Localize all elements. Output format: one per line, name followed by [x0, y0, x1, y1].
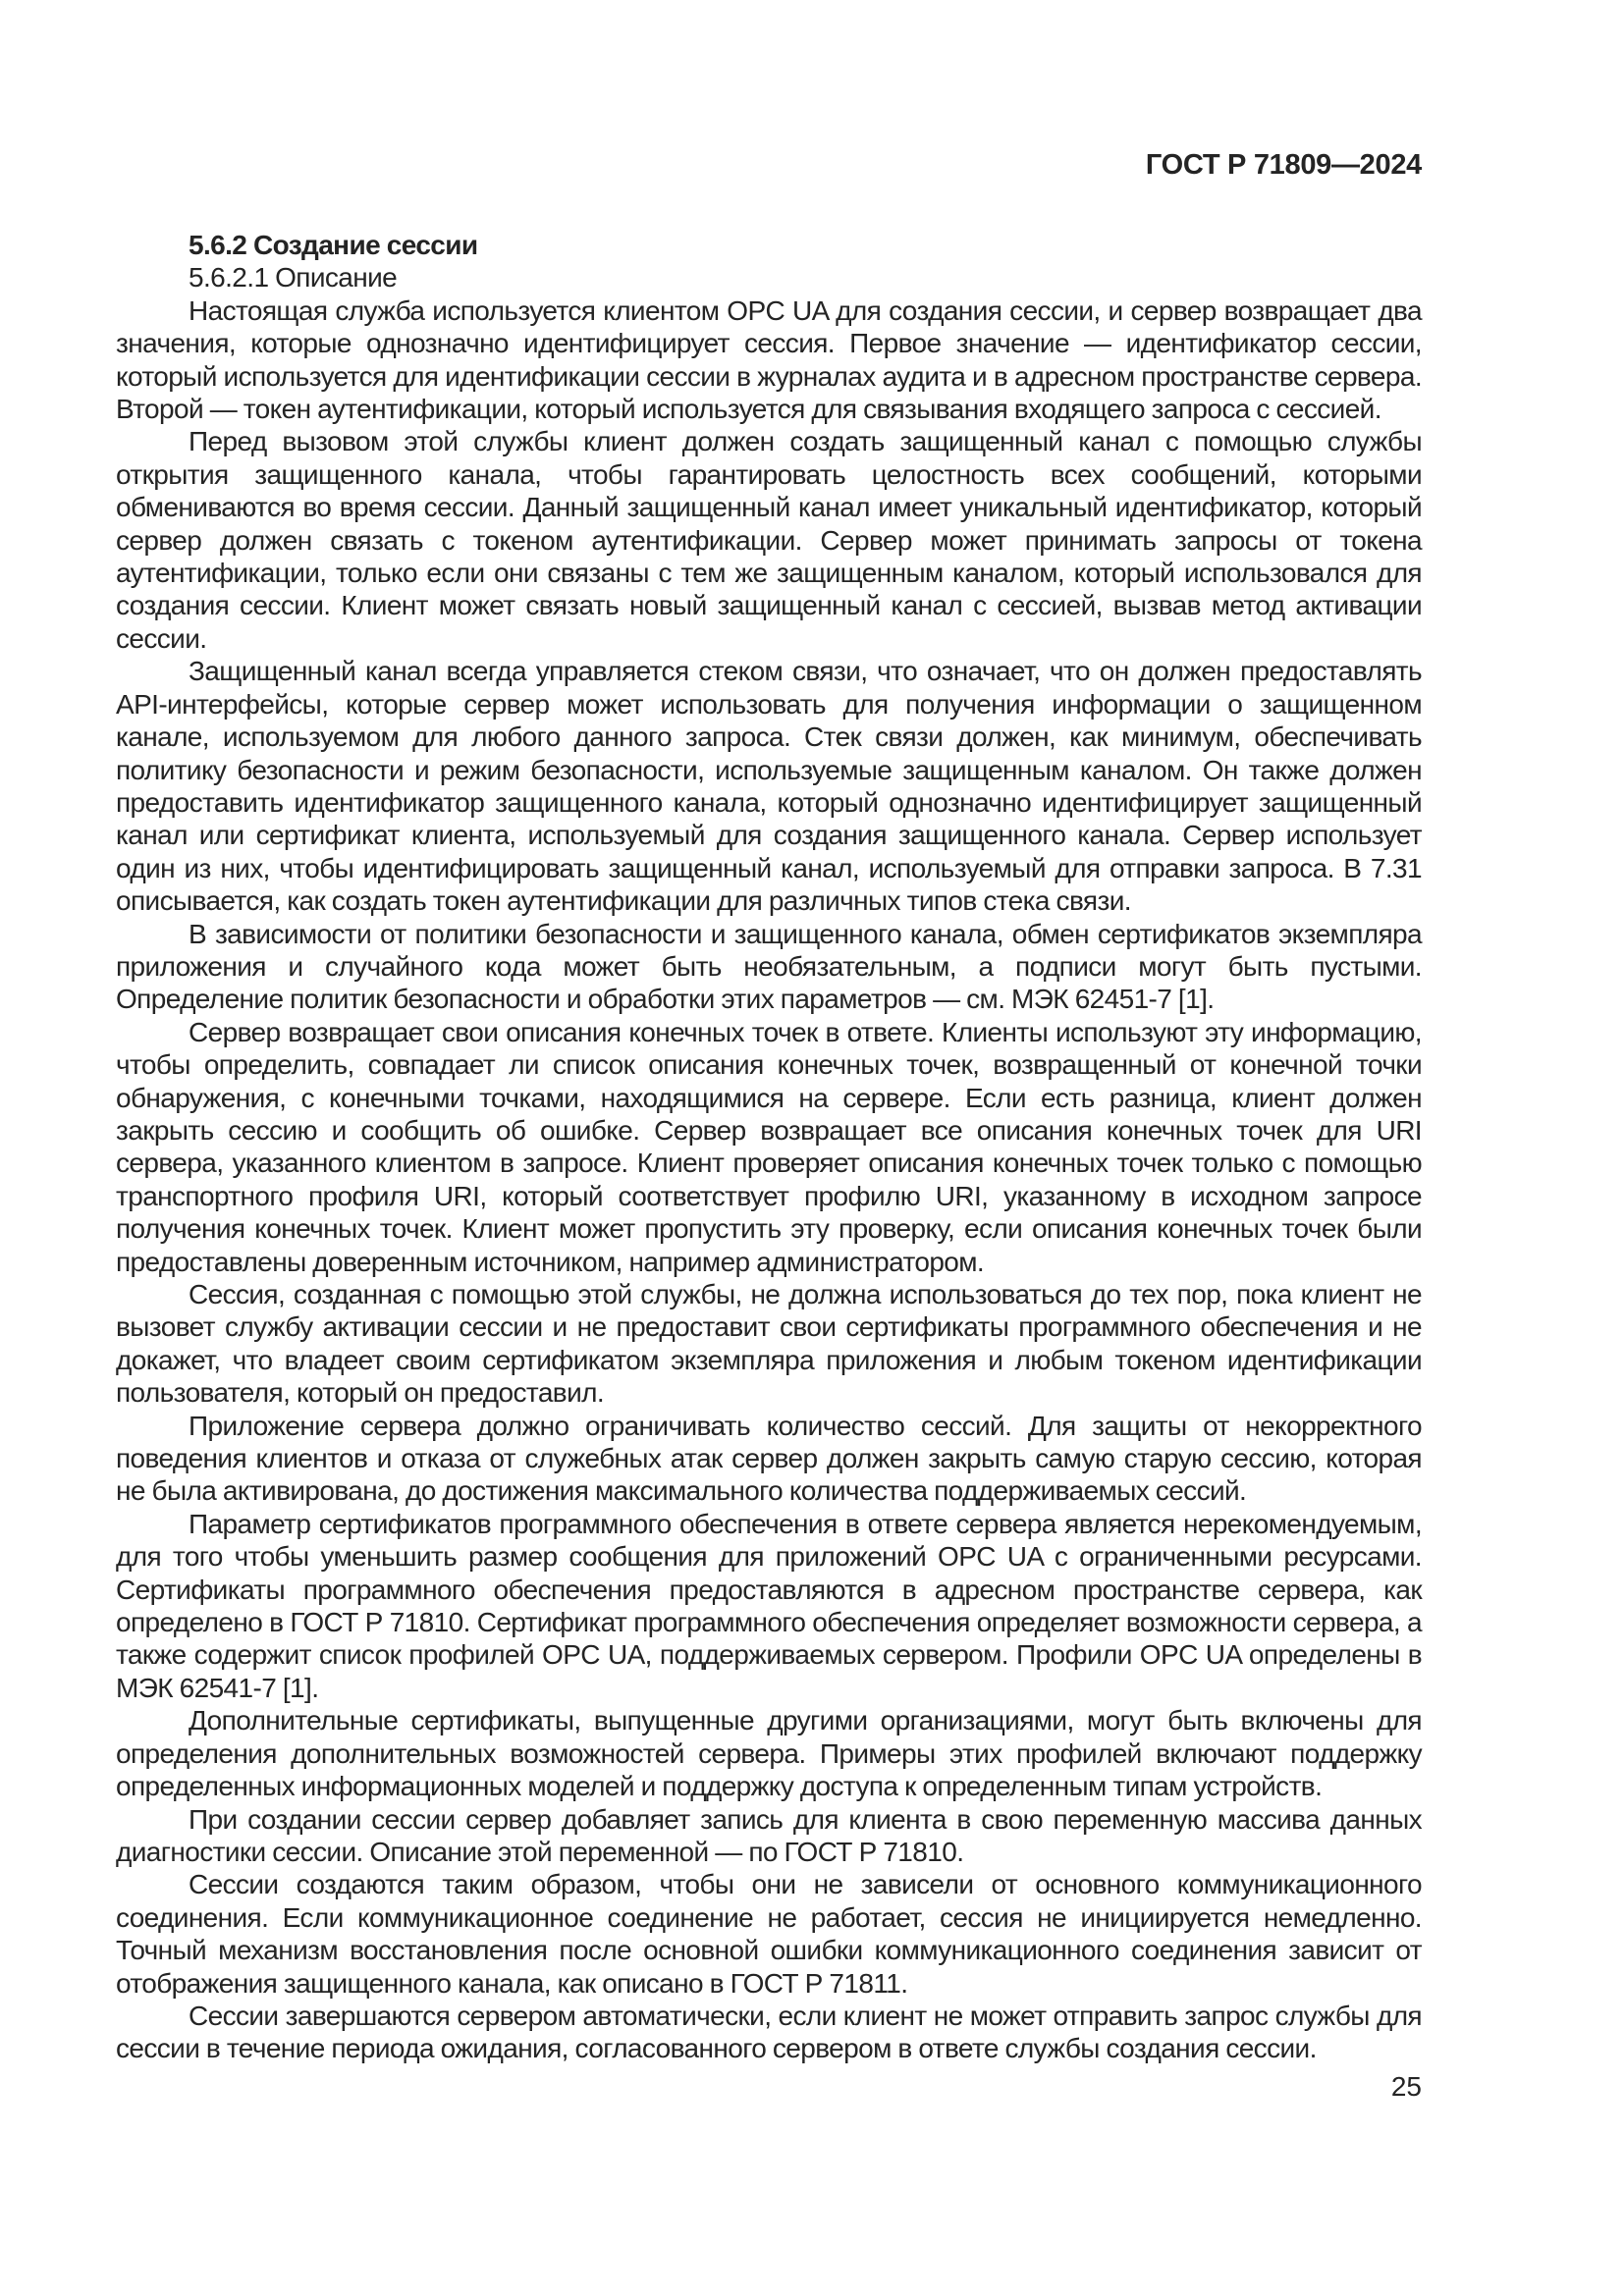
document-body — [116, 229, 1422, 2065]
section-heading: 5.6.2 Создание сессии — [189, 230, 478, 260]
body-paragraph: Сессии завершаются сервером автоматически, если клиент не может отправить запрос службы для сессии в течение периода ожидания, согласованного сервером в ответе службы создания сессии. — [116, 2000, 1422, 2064]
paragraphs-container — [116, 294, 1422, 2065]
subsection-heading: 5.6.2.1 Описание — [189, 262, 398, 294]
body-paragraph: Параметр сертификатов программного обеспечения в ответе сервера является нерекомендуемым, для того чтобы уменьшить размер сообщения для приложений OPC UA с ограниченными ресурсами. Сертификаты программного обеспечения предоставляются в адресном пространстве сервера, как определено в ГОСТ Р 71810. Сертификат программного обеспечения определяет возможности сервера, а также содержит список профилей OPC UA, поддерживаемых сервером. Профили OPC UA определены в МЭК 62541-7 [1]. — [116, 1508, 1422, 1703]
body-paragraph: При создании сессии сервер добавляет запись для клиента в свою переменную массива данных диагностики сессии. Описание этой переменной — по ГОСТ Р 71810. — [116, 1803, 1422, 1867]
body-paragraph: Приложение сервера должно ограничивать количество сессий. Для защиты от некорректного поведения клиентов и отказа от служебных атак сервер должен закрыть самую старую сессию, которая не была активирована, до достижения максимального количества поддерживаемых сессий. — [116, 1410, 1422, 1507]
body-paragraph: Перед вызовом этой службы клиент должен создать защищенный канал с помощью службы открытия защищенного канала, чтобы гарантировать целостность всех сообщений, которыми обмениваются во время сессии. Данный защищенный канал имеет уникальный идентификатор, который сервер должен связать с токеном аутентификации. Сервер может принимать запросы от токена аутентификации, только если они связаны с тем же защищенным каналом, который использовался для создания сессии. Клиент может связать новый защищенный канал с сессией, вызвав метод активации сессии. — [116, 426, 1422, 654]
body-paragraph: Защищенный канал всегда управляется стеком связи, что означает, что он должен предоставлять API-интерфейсы, которые сервер может использовать для получения информации о защищенном канале, используемом для любого данного запроса. Стек связи должен, как минимум, обеспечивать политику безопасности и режим безопасности, используемые защищенным каналом. Он также должен предоставить идентификатор защищенного канала, который однозначно идентифицирует защищенный канал или сертификат клиента, используемый для создания защищенного канала. Сервер использует один из них, чтобы идентифицировать защищенный канал, используемый для отправки запроса. В 7.31 описывается, как создать токен аутентификации для различных типов стека связи. — [116, 656, 1422, 917]
body-paragraph: В зависимости от политики безопасности и защищенного канала, обмен сертификатов экземпляра приложения и случайного кода может быть необязательным, а подписи могут быть пустыми. Определение политик безопасности и обработки этих параметров — см. МЭК 62451-7 [1]. — [116, 918, 1422, 1015]
body-paragraph: Настоящая служба используется клиентом OPC UA для создания сессии, и сервер возвращает два значения, которые однозначно идентифицирует сессия. Первое значение — идентификатор сессии, который используется для идентификации сессии в журналах аудита и в адресном пространстве сервера. Второй — токен аутентификации, который используется для связывания входящего запроса с сессией. — [116, 294, 1422, 425]
standard-designation-header: ГОСТ Р 71809—2024 — [1145, 149, 1422, 181]
body-paragraph: Сессии создаются таким образом, чтобы они не зависели от основного коммуникационного соединения. Если коммуникационное соединение не работает, сессия не инициируется немедленно. Точный механизм восстановления после основной ошибки коммуникационного соединения зависит от отображения защищенного канала, как описано в ГОСТ Р 71811. — [116, 1869, 1422, 1999]
body-paragraph: Дополнительные сертификаты, выпущенные другими организациями, могут быть включены для определения дополнительных возможностей сервера. Примеры этих профилей включают поддержку определенных информационных моделей и поддержку доступа к определенным типам устройств. — [116, 1705, 1422, 1802]
page-number: 25 — [1390, 2071, 1422, 2102]
body-paragraph: Сессия, созданная с помощью этой службы, не должна использоваться до тех пор, пока клиент не вызовет службу активации сессии и не предоставит свои сертификаты программного обеспечения и не докажет, что владеет своим сертификатом экземпляра приложения и любым токеном идентификации пользователя, который он предоставил. — [116, 1279, 1422, 1409]
body-paragraph: Сервер возвращает свои описания конечных точек в ответе. Клиенты используют эту информацию, чтобы определить, совпадает ли список описания конечных точек, возвращенный от конечной точки обнаружения, с конечными точками, находящимися на сервере. Если есть разница, клиент должен закрыть сессию и сообщить об ошибке. Сервер возвращает все описания конечных точек для URI сервера, указанного клиентом в запросе. Клиент проверяет описания конечных точек только с помощью транспортного профиля URI, который соответствует профилю URI, указанному в исходном запросе получения конечных точек. Клиент может пропустить эту проверку, если описания конечных точек были предоставлены доверенным источником, например администратором. — [116, 1016, 1422, 1277]
